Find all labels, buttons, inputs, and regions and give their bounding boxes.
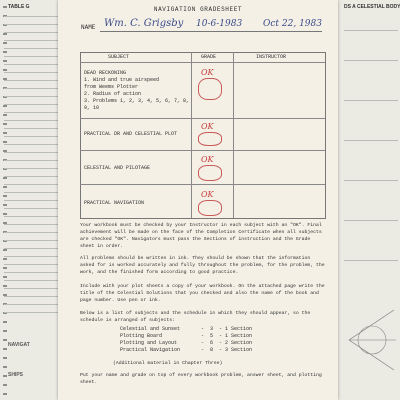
right-book-page bbox=[338, 0, 400, 400]
page-rule bbox=[344, 30, 398, 31]
grade-mark: OK bbox=[201, 122, 214, 131]
left-page-header: TABLE G bbox=[8, 4, 30, 10]
schedule-line: Celestial and Sunset - 3 - 1 Section bbox=[120, 326, 253, 332]
table-rule bbox=[4, 104, 60, 105]
instruction-note: (Additional material in Chapter Three) bbox=[113, 361, 223, 366]
dr-item: 9, 10 bbox=[84, 105, 100, 111]
instruction-paragraph: Your workbook must be checked by your Instructor in each subject with an "OK". Final achievement will be made on the face of the Completion Certificate when all subjects are checked "OK". Navigators must pass the Sections of instruction and the Grade sheet in order. bbox=[80, 223, 322, 249]
table-rule bbox=[4, 280, 60, 281]
table-rule bbox=[4, 112, 60, 113]
table-rule bbox=[4, 16, 60, 17]
student-name: Wm. C. Grigsby bbox=[104, 18, 184, 29]
table-rule bbox=[4, 120, 60, 121]
dr-item: 1. Wind and true airspeed bbox=[84, 77, 160, 83]
table-rule bbox=[4, 240, 60, 241]
table-rule bbox=[4, 272, 60, 273]
table-rule bbox=[4, 168, 60, 169]
instruction-paragraph: Put your name and grade on top of every workbook problem, answer sheet, and plotting sheet. bbox=[80, 373, 322, 385]
row-divider bbox=[80, 118, 325, 119]
table-rule bbox=[4, 288, 60, 289]
table-rule bbox=[4, 296, 60, 297]
grade-mark: OK bbox=[201, 190, 214, 199]
row-divider bbox=[80, 150, 325, 151]
table-rule bbox=[4, 176, 60, 177]
table-rule bbox=[4, 184, 60, 185]
grade-mark: OK bbox=[201, 155, 214, 164]
plotting-diagram bbox=[344, 300, 398, 380]
page-rule bbox=[344, 140, 398, 141]
schedule-line: Practical Navigation - 8 - 3 Section bbox=[120, 347, 253, 353]
section-celestial-pilotage: CELESTIAL AND PILOTAGE bbox=[84, 165, 151, 171]
table-rule bbox=[4, 48, 60, 49]
dr-item: 2. Radius of action bbox=[84, 91, 142, 97]
name-label: NAME bbox=[81, 24, 96, 31]
page-rule bbox=[344, 60, 398, 61]
col-subject: SUBJECT bbox=[108, 54, 130, 60]
column-divider bbox=[233, 52, 234, 218]
table-rule bbox=[4, 80, 60, 81]
table-rule bbox=[4, 224, 60, 225]
grade-sheet bbox=[58, 0, 338, 400]
table-rule bbox=[4, 64, 60, 65]
date-start: 10-6-1983 bbox=[196, 19, 243, 29]
table-rule bbox=[4, 232, 60, 233]
table-rule bbox=[4, 256, 60, 257]
sheet-title: NAVIGATION GRADESHEET bbox=[153, 6, 243, 13]
table-rule bbox=[4, 40, 60, 41]
dr-item: from Weems Plotter bbox=[84, 84, 139, 90]
grade-check bbox=[198, 78, 222, 100]
table-rule bbox=[4, 32, 60, 33]
page-rule bbox=[344, 180, 398, 181]
table-rule bbox=[4, 24, 60, 25]
table-rule bbox=[4, 192, 60, 193]
table-rule bbox=[4, 160, 60, 161]
left-page-footer-1: NAVIGAT bbox=[8, 342, 30, 348]
table-rule bbox=[4, 248, 60, 249]
table-rule bbox=[4, 312, 60, 313]
table-rule bbox=[4, 304, 60, 305]
instruction-paragraph: Include with your plot sheets a copy of your workbook. On the attached page write the title of the Celestial Solutions that you checked and also the name of the book and page number. Use pen or ink. bbox=[80, 284, 325, 303]
section-practical-navigation: PRACTICAL NAVIGATION bbox=[84, 200, 145, 206]
column-divider bbox=[191, 52, 192, 218]
header-divider bbox=[80, 62, 325, 63]
page-rule bbox=[344, 260, 398, 261]
table-rule bbox=[4, 128, 60, 129]
date-end: Oct 22, 1983 bbox=[263, 19, 322, 29]
schedule-line: Plotting and Layout - 6 - 2 Section bbox=[120, 340, 253, 346]
instruction-paragraph: All problems should be written in ink. They should be shown that the information asked for is worked accurately and fully throughout the problem, for the problem, the work, and the finished form according to good practice. bbox=[80, 256, 325, 275]
grade-mark: OK bbox=[201, 68, 214, 77]
table-rule bbox=[4, 152, 60, 153]
table-rule bbox=[4, 200, 60, 201]
dead-reckoning-title: DEAD RECKONING bbox=[84, 70, 127, 76]
table-rule bbox=[4, 72, 60, 73]
dr-item: 3. Problems 1, 2, 3, 4, 5, 6, 7, 8, bbox=[84, 98, 190, 104]
table-rule bbox=[4, 96, 60, 97]
col-grade: GRADE bbox=[201, 54, 217, 60]
left-book-page bbox=[0, 0, 62, 400]
schedule-line: Plotting Board - 5 - 1 Section bbox=[120, 333, 253, 339]
left-page-footer-2: SHIPS bbox=[8, 372, 24, 378]
row-divider bbox=[80, 184, 325, 185]
grade-check bbox=[198, 200, 222, 216]
col-instructor: INSTRUCTOR bbox=[256, 54, 287, 60]
table-rule bbox=[4, 136, 60, 137]
table-rule bbox=[4, 88, 60, 89]
page-rule bbox=[344, 100, 398, 101]
grade-check bbox=[198, 165, 222, 181]
grade-check bbox=[198, 132, 222, 146]
name-underline bbox=[100, 31, 322, 32]
page-rule bbox=[344, 220, 398, 221]
table-rule bbox=[4, 208, 60, 209]
table-rule bbox=[4, 264, 60, 265]
table-rule bbox=[4, 216, 60, 217]
table-rule bbox=[4, 56, 60, 57]
instruction-paragraph: Below is a list of subjects and the schedule in which they should appear, so the schedule is arranged of subjects: bbox=[80, 311, 311, 323]
section-dr-celestial: PRACTICAL DR AND CELESTIAL PLOT bbox=[84, 131, 178, 137]
right-page-header: DS A CELESTIAL BODY bbox=[344, 4, 400, 10]
table-rule bbox=[4, 144, 60, 145]
